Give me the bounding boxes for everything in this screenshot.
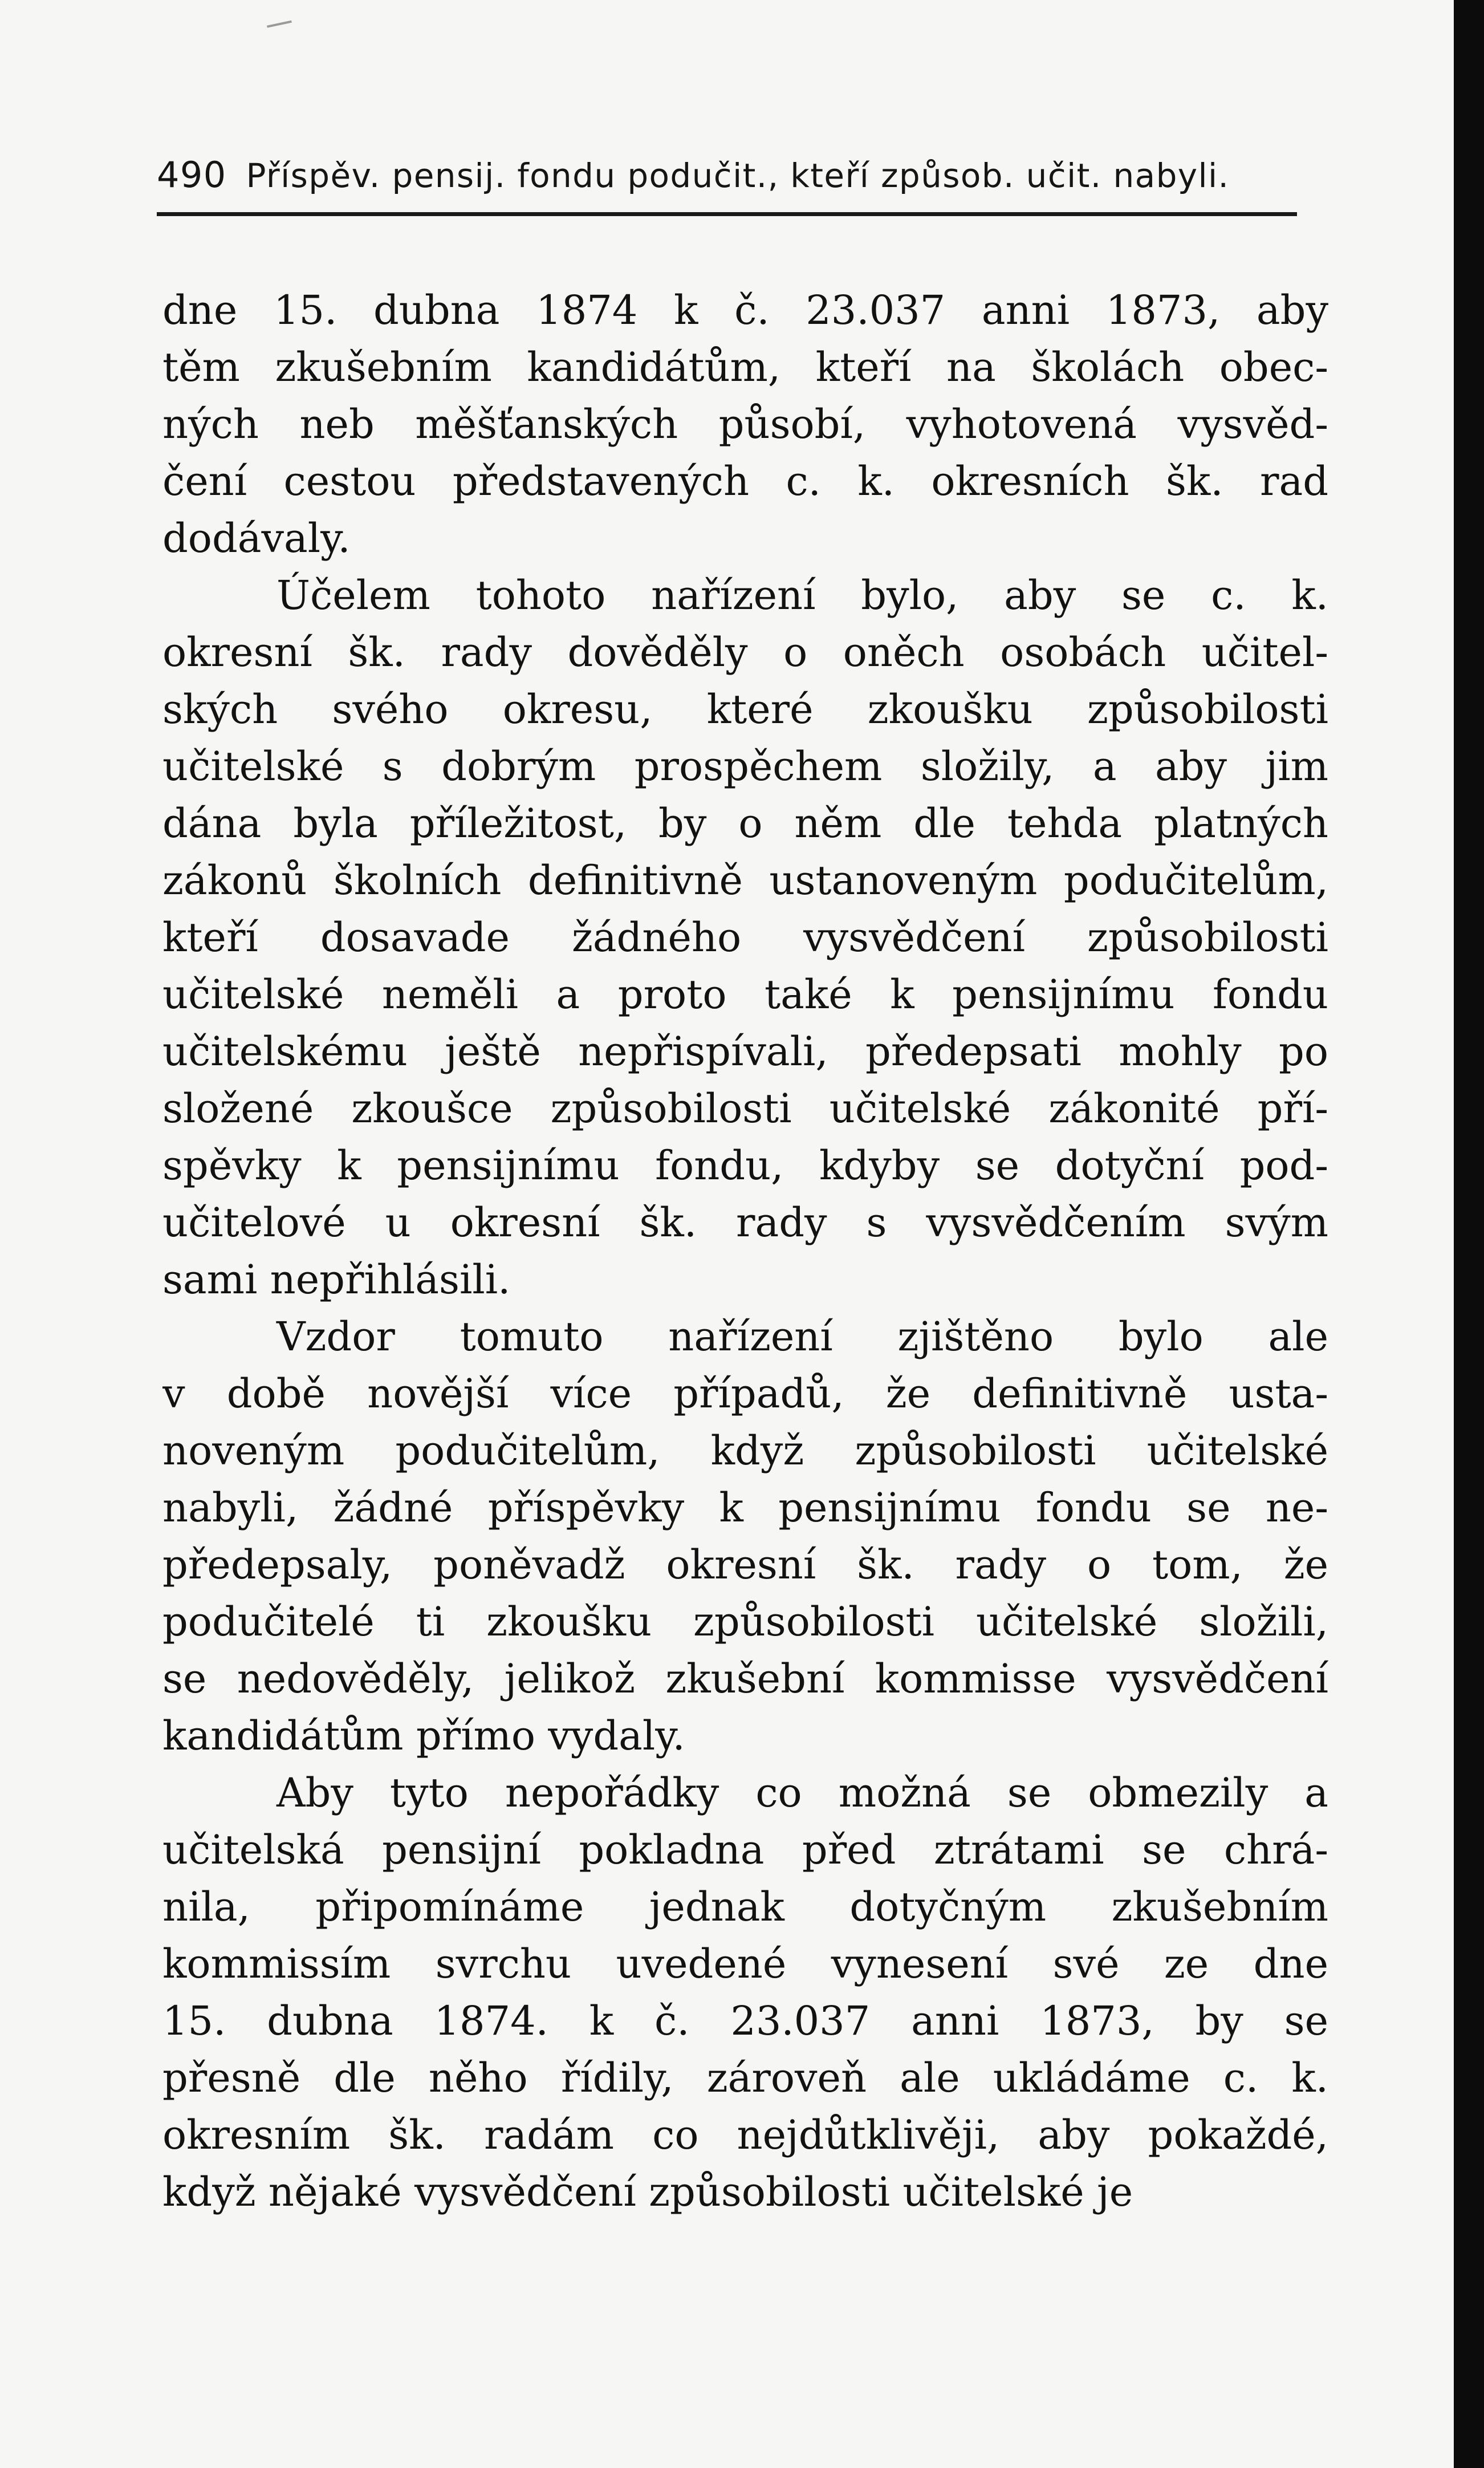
running-title: Příspěv. pensij. fondu podučit., kteří způsob. učit. nabyli.	[246, 156, 1230, 195]
text-line: podučitelé ti zkoušku způsobilosti učitelské složili,	[162, 1598, 1328, 1645]
text-line: dána byla příležitost, by o něm dle tehda platných	[162, 800, 1328, 847]
text-line: přesně dle něho řídily, zároveň ale ukládáme c. k.	[162, 2055, 1328, 2101]
text-line: ských svého okresu, které zkoušku způsobilosti	[162, 686, 1328, 733]
text-line: kteří dosavade žádného vysvědčení způsobilosti	[162, 914, 1328, 961]
text-line: okresním šk. radám co nejdůtklivěji, aby pokaždé,	[162, 2112, 1328, 2158]
text-line: učitelskému ještě nepřispívali, předepsati mohly po	[162, 1028, 1328, 1075]
text-line: složené zkoušce způsobilosti učitelské zákonité pří-	[162, 1085, 1328, 1132]
text-line: Aby tyto nepořádky co možná se obmezily a	[277, 1769, 1328, 1816]
text-line: sami nepřihlásili.	[162, 1256, 511, 1303]
text-line: těm zkušebním kandidátům, kteří na školách obec-	[162, 344, 1328, 391]
text-line: nila, připomínáme jednak dotyčným zkušebním	[162, 1884, 1328, 1930]
text-line: učitelská pensijní pokladna před ztrátami se chrá-	[162, 1826, 1328, 1873]
text-line: čení cestou představených c. k. okresních šk. rad	[162, 458, 1328, 505]
running-header	[157, 154, 1331, 196]
text-line: kommissím svrchu uvedené vynesení své ze dne	[162, 1941, 1328, 1987]
text-line: kandidátům přímo vydaly.	[162, 1712, 685, 1759]
header-rule	[157, 212, 1297, 216]
text-line: okresní šk. rady dověděly o oněch osobách učitel-	[162, 629, 1328, 676]
body-text	[162, 282, 1328, 2221]
scan-edge	[1454, 0, 1484, 2468]
scan-speck	[267, 21, 294, 39]
text-line: se nedověděly, jelikož zkušební kommisse vysvědčení	[162, 1655, 1328, 1702]
page-number: 490	[157, 154, 227, 196]
text-line: nabyli, žádné příspěvky k pensijnímu fondu se ne-	[162, 1484, 1328, 1531]
text-line: učitelové u okresní šk. rady s vysvědčením svým	[162, 1199, 1328, 1246]
text-line: zákonů školních definitivně ustanoveným podučitelům,	[162, 857, 1328, 904]
text-line: noveným podučitelům, když způsobilosti učitelské	[162, 1427, 1328, 1474]
text-line: 15. dubna 1874. k č. 23.037 anni 1873, by se	[162, 1998, 1328, 2044]
text-line: Vzdor tomuto nařízení zjištěno bylo ale	[277, 1313, 1328, 1360]
text-line: učitelské s dobrým prospěchem složily, a aby jim	[162, 743, 1328, 790]
text-line: když nějaké vysvědčení způsobilosti učitelské je	[162, 2169, 1133, 2215]
text-line: v době novější více případů, že definitivně usta-	[162, 1370, 1328, 1417]
text-line: dne 15. dubna 1874 k č. 23.037 anni 1873, aby	[162, 287, 1328, 334]
text-line: ných neb měšťanských působí, vyhotovená vysvěd-	[162, 401, 1328, 448]
text-line: učitelské neměli a proto také k pensijnímu fondu	[162, 971, 1328, 1018]
text-line: dodávaly.	[162, 515, 351, 562]
text-line: spěvky k pensijnímu fondu, kdyby se dotyční pod-	[162, 1142, 1328, 1189]
text-line: Účelem tohoto nařízení bylo, aby se c. k.	[277, 572, 1328, 619]
text-line: předepsaly, poněvadž okresní šk. rady o tom, že	[162, 1541, 1328, 1588]
